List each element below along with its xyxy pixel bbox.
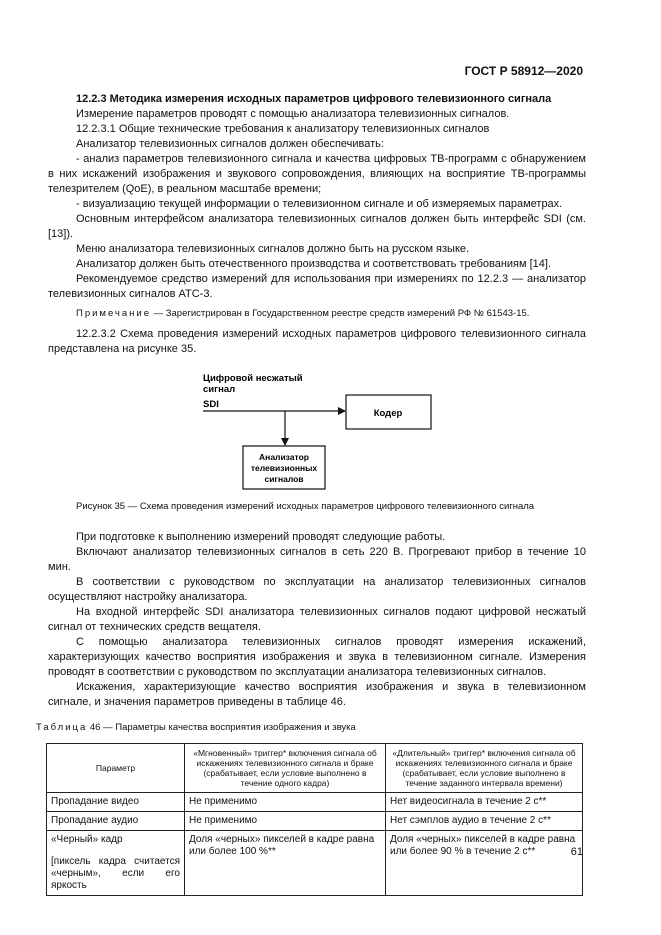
table-title-text: 46 — Параметры качества восприятия изображения и звука <box>87 722 356 733</box>
coder-label: Кодер <box>373 408 403 419</box>
doc-code: ГОСТ Р 58912—2020 <box>464 64 583 78</box>
paragraph: Искажения, характеризующие качество восприятия изображения и звука в телевизионном сигнале, и значения параметров приведены в таблице 46. <box>48 681 586 708</box>
note-label: Примечание <box>76 308 151 319</box>
input-signal-label-2: сигнал <box>203 384 236 395</box>
paragraph: С помощью анализатора телевизионных сигналов проводят измерения искажений, характеризующих качество восприятия изображения и звука в телевизионном сигнале. Измерения проводят в соответствии с руководством по эксплуатации анализатора телевизионных сигналов. <box>48 636 586 678</box>
figure-caption: Рисунок 35 — Схема проведения измерений исходных параметров цифрового телевизионного сигнала <box>76 501 535 512</box>
section-heading: 12.2.3 Методика измерения исходных параметров цифрового телевизионного сигнала <box>76 93 552 105</box>
measurement-diagram <box>48 363 586 493</box>
paragraph: Основным интерфейсом анализатора телевизионных сигналов должен быть интерфейс SDI (см. [13]). <box>48 213 586 240</box>
table-title <box>36 720 586 735</box>
paragraph: Включают анализатор телевизионных сигналов в сеть 220 В. Прогревают прибор в течение 10 мин. <box>48 546 586 573</box>
note-text: — Зарегистрирован в Государственном реестре средств измерений РФ № 61543-15. <box>151 308 530 319</box>
cell-long: Доля «черных» пикселей в кадре равна или более 90 % в течение 2 с** <box>386 831 583 896</box>
analyzer-label-1: Анализатор <box>259 452 309 462</box>
sdi-label: SDI <box>203 399 219 410</box>
parameters-table <box>46 743 583 896</box>
input-signal-label: Цифровой несжатый <box>203 373 303 384</box>
cell-long: Нет сэмплов аудио в течение 2 с** <box>386 812 583 831</box>
header-parameter: Параметр <box>47 744 185 793</box>
cell-parameter <box>47 831 185 896</box>
page-content <box>36 92 586 896</box>
analyzer-label-2: телевизионных <box>250 463 318 473</box>
cell-parameter: Пропадание аудио <box>47 812 185 831</box>
cell-instant: Доля «черных» пикселей в кадре равна или более 100 %** <box>185 831 386 896</box>
black-frame-definition: [пиксель кадра считается «черным», если его яркость <box>51 856 180 891</box>
paragraph: Меню анализатора телевизионных сигналов должно быть на русском языке. <box>76 243 470 255</box>
header-long-trigger: «Длительный» триггер* включения сигнала об искажениях телевизионного сигнала и браке (срабатывает, если условие выполнено в течение заданного интервала времени) <box>386 744 583 793</box>
header-instant-trigger: «Мгновенный» триггер* включения сигнала об искажениях телевизионного сигнала и браке (срабатывает, если условие выполнено в течение одного кадра) <box>185 744 386 793</box>
list-item: - визуализацию текущей информации о телевизионном сигнале и об измеряемых параметрах. <box>76 198 563 210</box>
note <box>48 306 586 321</box>
table-label: Таблица <box>36 722 88 733</box>
cell-long: Нет видеосигнала в течение 2 с** <box>386 793 583 812</box>
paragraph: Анализатор телевизионных сигналов должен обеспечивать: <box>76 138 384 150</box>
diagram-svg <box>48 363 586 493</box>
cell-instant: Не применимо <box>185 812 386 831</box>
cell-instant: Не применимо <box>185 793 386 812</box>
paragraph: Измерение параметров проводят с помощью анализатора телевизионных сигналов. <box>76 108 510 120</box>
table-row <box>47 793 583 812</box>
paragraph: Анализатор должен быть отечественного производства и соответствовать требованиям [14]. <box>76 258 552 270</box>
list-item: - анализ параметров телевизионного сигнала и качества цифровых ТВ-программ с обнаружением в них искажений изображения и звукового сопровождения, влияющих на восприятие ТВ-программы телезрителем (QoE), в реальном масштабе времени; <box>48 153 586 195</box>
paragraph: В соответствии с руководством по эксплуатации на анализатор телевизионных сигналов осуществляют настройку анализатора. <box>48 576 586 603</box>
paragraph: На входной интерфейс SDI анализатора телевизионных сигналов подают цифровой несжатый сигнал от технических средств вещателя. <box>48 606 586 633</box>
analyzer-label-3: сигналов <box>264 474 304 484</box>
paragraph: При подготовке к выполнению измерений проводят следующие работы. <box>76 531 446 543</box>
table-row <box>47 812 583 831</box>
black-frame-label: «Черный» кадр <box>51 834 123 845</box>
paragraph: 12.2.3.2 Схема проведения измерений исходных параметров цифрового телевизионного сигнала представлена на рисунке 35. <box>48 328 586 355</box>
paragraph: Рекомендуемое средство измерений для использования при измерениях по 12.2.3 — анализатор телевизионных сигналов АТС-3. <box>48 273 586 300</box>
table-row <box>47 831 583 896</box>
subsection-heading: 12.2.3.1 Общие технические требования к анализатору телевизионных сигналов <box>76 123 490 135</box>
table-header-row <box>47 744 583 793</box>
page-number: 61 <box>570 846 583 858</box>
cell-parameter: Пропадание видео <box>47 793 185 812</box>
